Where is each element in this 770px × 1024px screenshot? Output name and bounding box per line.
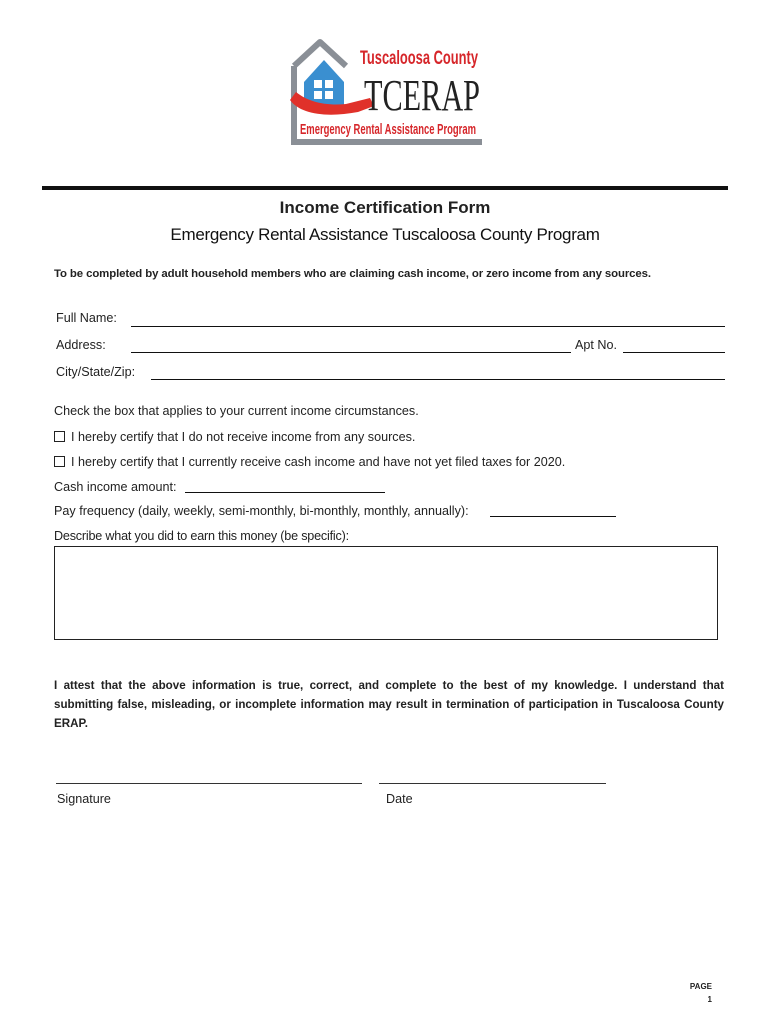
form-instructions: To be completed by adult household members who are claiming cash income, or zero income from any sources. (54, 268, 651, 280)
logo-graphic (286, 36, 482, 148)
address-underline (131, 352, 571, 353)
logo-county-text: Tuscaloosa County (360, 48, 479, 69)
tcerap-logo (286, 36, 482, 148)
pay-frequency-label: Pay frequency (daily, weekly, semi-monthly, bi-monthly, monthly, annually): (54, 504, 469, 518)
describe-work-textarea[interactable] (54, 546, 718, 640)
date-label: Date (386, 792, 413, 806)
signature-label: Signature (57, 792, 111, 806)
header-rule (42, 186, 728, 190)
date-field[interactable] (379, 770, 606, 784)
cash-income-option[interactable] (54, 455, 565, 469)
page-label: PAGE (689, 982, 712, 991)
address-field[interactable] (131, 336, 571, 353)
apt-field[interactable] (623, 336, 725, 353)
no-income-option[interactable] (54, 430, 415, 444)
no-income-checkbox[interactable] (54, 431, 65, 442)
cash-amount-underline (185, 492, 385, 493)
cash-income-option-label: I hereby certify that I currently receive cash income and have not yet filed taxes for 2020. (71, 455, 566, 469)
form-subtitle: Emergency Rental Assistance Tuscaloosa County Program (170, 225, 600, 244)
apt-underline (623, 352, 725, 353)
pay-frequency-underline (490, 516, 616, 517)
income-prompt: Check the box that applies to your current income circumstances. (54, 404, 419, 418)
page-number: 1 (707, 995, 712, 1004)
logo-tcerap-text: TCERAP (364, 71, 480, 120)
page-indicator (680, 980, 712, 1006)
full-name-field[interactable] (131, 310, 725, 327)
cash-amount-label: Cash income amount: (54, 480, 177, 494)
cash-amount-field[interactable] (185, 478, 385, 493)
form-title: Income Certification Form (279, 198, 491, 217)
city-state-zip-underline (151, 379, 725, 380)
pay-frequency-field[interactable] (490, 502, 616, 517)
attestation-text: I attest that the above information is true, correct, and complete to the best of my knowledge. I understand that submitting false, misleading, or incomplete information may result in termination of participation in Tuscaloosa County ERAP. (54, 679, 724, 730)
address-label: Address: (56, 338, 106, 352)
cash-income-checkbox[interactable] (54, 456, 65, 467)
signature-field[interactable] (56, 770, 362, 784)
no-income-option-label: I hereby certify that I do not receive income from any sources. (71, 430, 416, 444)
city-state-zip-label: City/State/Zip: (56, 365, 136, 379)
full-name-label: Full Name: (56, 311, 117, 325)
logo-program-text: Emergency Rental Assistance Program (300, 121, 476, 138)
signature-line (56, 783, 362, 784)
describe-work-label: Describe what you did to earn this money (be specific): (54, 529, 349, 543)
date-line (379, 783, 606, 784)
apt-label: Apt No. (575, 338, 617, 352)
city-state-zip-field[interactable] (151, 363, 725, 380)
full-name-underline (131, 326, 725, 327)
